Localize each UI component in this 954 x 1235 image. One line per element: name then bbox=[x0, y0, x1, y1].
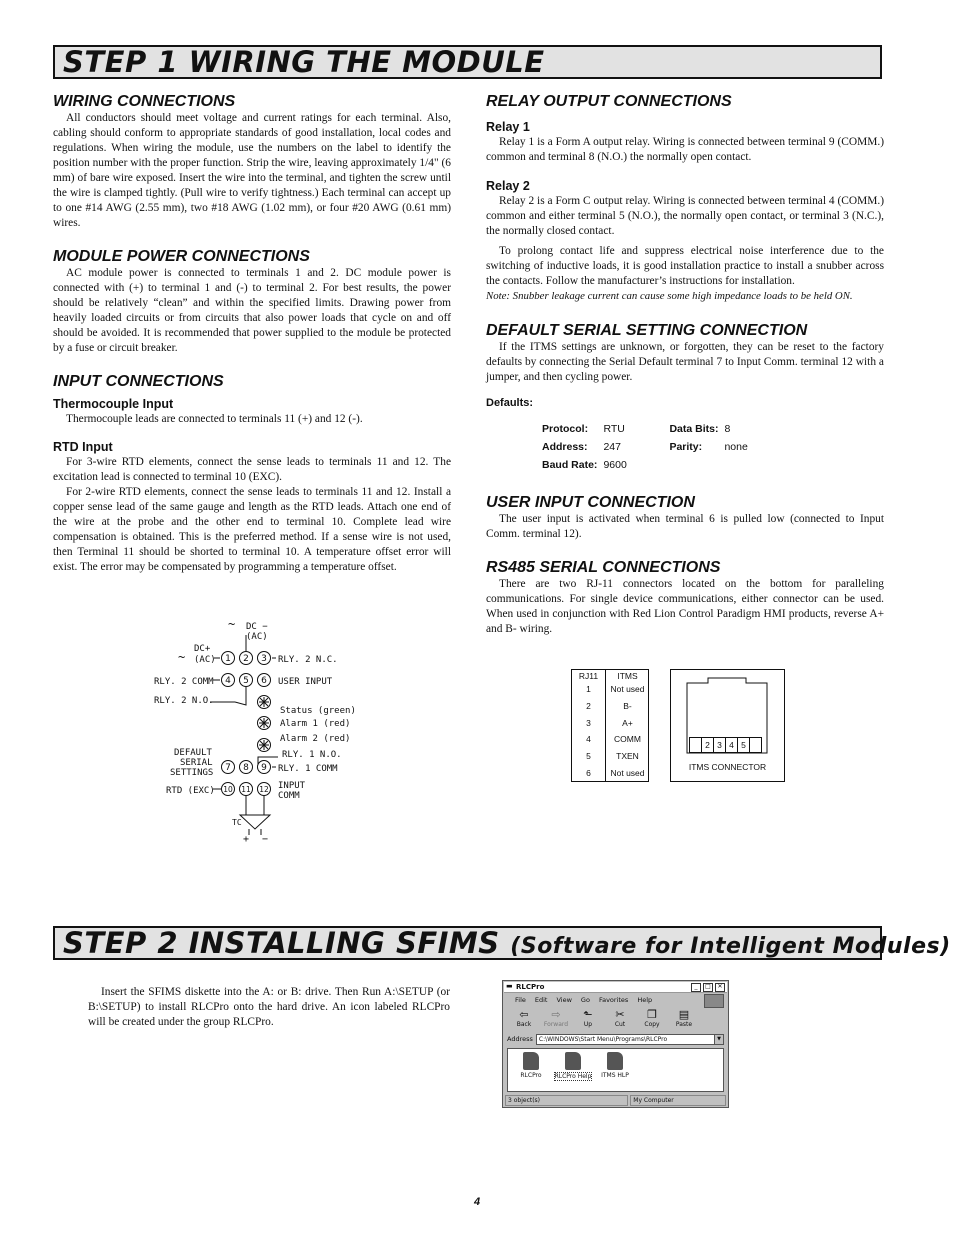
maximize-icon[interactable]: □ bbox=[703, 983, 713, 992]
parity-value: none bbox=[724, 441, 748, 453]
protocol-key: Protocol: bbox=[542, 423, 589, 435]
defaults-label: Defaults: bbox=[486, 397, 534, 409]
step2-main-title: STEP 2 INSTALLING SFIMS bbox=[63, 926, 500, 960]
menu-item-file[interactable]: File bbox=[515, 996, 526, 1004]
connector-pin: 5 bbox=[738, 738, 750, 752]
toolbar-label: Up bbox=[583, 1021, 593, 1028]
status-led-label: Status (green) bbox=[280, 706, 356, 716]
pin-function: Not used bbox=[610, 684, 645, 694]
step2-banner bbox=[53, 926, 951, 960]
connector-label: ITMS CONNECTOR bbox=[688, 762, 767, 772]
rly1-no-label: RLY. 1 N.O. bbox=[282, 750, 342, 760]
windows-logo-icon bbox=[704, 994, 724, 1008]
default-label-1: DEFAULT bbox=[174, 748, 212, 758]
pin-function: A+ bbox=[622, 717, 633, 728]
terminal-num-3: 3 bbox=[261, 654, 267, 664]
user-input-label: USER INPUT bbox=[278, 677, 333, 687]
default-label-3: SETTINGS bbox=[170, 768, 214, 778]
ac-tilde-icon: ~ bbox=[228, 617, 236, 631]
rly2-comm-label: RLY. 2 COMM bbox=[154, 677, 214, 687]
menu-item-go[interactable]: Go bbox=[580, 996, 590, 1004]
toolbar-copy-button[interactable] bbox=[639, 1009, 665, 1031]
window-titlebar bbox=[504, 982, 727, 993]
input-label: INPUT bbox=[278, 781, 306, 791]
toolbar-cut-button[interactable] bbox=[607, 1009, 633, 1031]
menu-bar bbox=[515, 996, 652, 1006]
toolbar bbox=[511, 1009, 697, 1031]
file-icon-label: RLCPro Help bbox=[554, 1073, 592, 1080]
terminal-num-7: 7 bbox=[225, 763, 231, 773]
ac-tilde-icon: ~ bbox=[178, 650, 186, 664]
power-text: AC module power is connected to terminals 1 and 2. DC module power is connected with (+) to terminal 1 and (-) to terminal 2. For best results, the power should be relatively “clean” and within the specified limits. Drawing power from heavily loaded circuits or from circuits that also power loads that cycle on and off should be avoided. It is recommended that power supplied to the module be protected by a fuse or circuit breaker. bbox=[53, 267, 451, 354]
snubber-note: Note: Snubber leakage current can cause some high impedance loads to be held ON. bbox=[486, 290, 853, 302]
alarm1-led-label: Alarm 1 (red) bbox=[280, 719, 351, 729]
step2-title bbox=[63, 926, 951, 960]
explorer-window bbox=[502, 980, 729, 1108]
rly2-nc-label: RLY. 2 N.C. bbox=[278, 655, 338, 665]
copy-icon: ❐ bbox=[647, 1008, 657, 1021]
wiring-text: All conductors should meet voltage and current ratings for each terminal. Also, cabling should conform to appropriate standards of good installation, local codes and regulations. When wiring the module, use the numbers on the label to identify the position number with the proper function. Strip the wire, leaving approximately 1/4" (6 mm) of bare wire exposed. Insert the wire into the terminal, and tighten the screw until the wire is clamped tightly. (Pull wire to verify tightness.) Each terminal can accept up to one #14 AWG (2.55 mm), two #18 AWG (1.02 mm), or four #20 AWG (0.61 mm) wires. bbox=[53, 112, 451, 229]
parity-key: Parity: bbox=[669, 441, 703, 453]
ac-label-2: (AC) bbox=[194, 655, 216, 665]
minimize-icon[interactable]: _ bbox=[691, 983, 701, 992]
relay2-text: Relay 2 is a Form C output relay. Wiring is connected between terminal 4 (COMM.) common and either terminal 5 (N.O.), the normally open contact, or terminal 3 (N.C.), the normally closed contact. bbox=[486, 195, 884, 237]
pin-number: 4 bbox=[586, 734, 591, 745]
rj11-pin-table bbox=[571, 669, 649, 782]
pin-table-header-rj11: RJ11 bbox=[578, 671, 599, 681]
toolbar-label: Forward bbox=[543, 1021, 569, 1028]
step2-text: Insert the SFIMS diskette into the A: or B: drive. Then Run A:\SETUP (or B:\SETUP) to install RLCPro onto the hard drive. An icon labeled RLCPro will be created under the group RLCPro. bbox=[88, 986, 450, 1028]
folder-icon: ▬ bbox=[506, 982, 513, 990]
relay-heading: RELAY OUTPUT CONNECTIONS bbox=[486, 93, 732, 110]
input-heading: INPUT CONNECTIONS bbox=[53, 373, 224, 390]
right-column bbox=[486, 93, 884, 637]
status-bar bbox=[505, 1095, 726, 1106]
toolbar-label: Copy bbox=[644, 1021, 660, 1028]
application-icon bbox=[523, 1052, 539, 1070]
ac-label-1: (AC) bbox=[246, 632, 268, 642]
terminal-num-1: 1 bbox=[225, 654, 231, 664]
default-text: If the ITMS settings are unknown, or forgotten, they can be reset to the factory defaults by connecting the Serial Default terminal 7 to Input Comm. terminal 12 with a jumper, and then cycling power. bbox=[486, 341, 884, 383]
pin-number: 3 bbox=[586, 717, 591, 728]
paste-icon: ▤ bbox=[678, 1008, 690, 1021]
close-icon[interactable]: ✕ bbox=[715, 983, 725, 992]
status-right: My Computer bbox=[630, 1095, 726, 1106]
file-view bbox=[507, 1048, 724, 1092]
toolbar-forward-button[interactable] bbox=[543, 1009, 569, 1031]
connector-pin-empty bbox=[750, 738, 761, 752]
menu-item-help[interactable]: Help bbox=[637, 996, 653, 1004]
window-title: RLCPro bbox=[516, 983, 545, 991]
pin-table-header-itms: ITMS bbox=[617, 671, 638, 681]
help-book-icon bbox=[607, 1052, 623, 1070]
pin-function: Not used bbox=[610, 768, 645, 778]
step2-subtitle: (Software for Intelligent Modules) bbox=[510, 934, 951, 959]
dc-plus-label: DC+ bbox=[194, 644, 211, 654]
databits-key: Data Bits: bbox=[669, 423, 719, 435]
terminal-num-5: 5 bbox=[243, 676, 249, 686]
address-label: Address bbox=[507, 1035, 533, 1043]
terminal-num-8: 8 bbox=[243, 763, 249, 773]
forward-arrow-icon: ⇨ bbox=[551, 1008, 561, 1021]
tc-label: TC bbox=[232, 818, 242, 827]
cut-icon: ✂ bbox=[615, 1008, 625, 1021]
toolbar-back-button[interactable] bbox=[511, 1009, 537, 1031]
default-label-2: SERIAL bbox=[180, 758, 213, 768]
relay2-heading: Relay 2 bbox=[486, 179, 530, 193]
dc-minus-label: DC − bbox=[246, 622, 268, 632]
terminal-num-4: 4 bbox=[225, 676, 231, 686]
baud-value: 9600 bbox=[603, 459, 627, 471]
comm-label: COMM bbox=[278, 791, 300, 801]
connector-pin: 4 bbox=[726, 738, 738, 752]
file-icon-label: ITMS HLP bbox=[601, 1072, 629, 1079]
chevron-down-icon[interactable]: ▼ bbox=[714, 1035, 723, 1044]
connector-pin-empty bbox=[690, 738, 702, 752]
snubber-text: To prolong contact life and suppress electrical noise interference due to the switching of inductive loads, it is good installation practice to install a snubber across the contacts. Follow the manufacturer’s instructions for installation. bbox=[486, 245, 884, 287]
relay1-text: Relay 1 is a Form A output relay. Wiring is connected between terminal 9 (COMM.) common and terminal 8 (N.O.) the normally open contact. bbox=[486, 136, 884, 163]
connector-pin: 3 bbox=[714, 738, 726, 752]
pin-number: 6 bbox=[586, 768, 591, 778]
pin-function: B- bbox=[623, 700, 632, 711]
baud-key: Baud Rate: bbox=[542, 459, 598, 471]
up-folder-icon: ⬑ bbox=[583, 1008, 593, 1021]
menu-item-view[interactable]: View bbox=[556, 996, 572, 1004]
toolbar-up-button[interactable] bbox=[575, 1009, 601, 1031]
terminal-num-10: 10 bbox=[223, 785, 233, 794]
pin-number: 2 bbox=[586, 700, 591, 711]
rs485-text: There are two RJ-11 connectors located on the bottom for paralleling communications. For single device communications, either connector can be used. When used in conjunction with Red Lion Control Paradigm HMI products, reverse A+ and B- wiring. bbox=[486, 578, 884, 635]
file-icon-item[interactable] bbox=[598, 1052, 632, 1088]
databits-value: 8 bbox=[724, 423, 731, 435]
tc-text: Thermocouple leads are connected to terminals 11 (+) and 12 (-). bbox=[66, 413, 363, 425]
file-icon-item[interactable] bbox=[514, 1052, 548, 1088]
address-key: Address: bbox=[542, 441, 588, 453]
power-heading: MODULE POWER CONNECTIONS bbox=[53, 248, 310, 265]
toolbar-label: Cut bbox=[614, 1021, 626, 1028]
toolbar-label: Paste bbox=[675, 1021, 693, 1028]
terminal-num-12: 12 bbox=[259, 785, 269, 794]
terminal-num-2: 2 bbox=[243, 654, 249, 664]
step1-title: STEP 1 WIRING THE MODULE bbox=[63, 45, 545, 79]
terminal-num-9: 9 bbox=[261, 763, 267, 773]
tc-plus-label: + bbox=[243, 834, 250, 845]
menu-item-edit[interactable]: Edit bbox=[534, 996, 548, 1004]
terminal-num-6: 6 bbox=[261, 676, 267, 686]
rtd-exc-label: RTD (EXC) bbox=[166, 786, 215, 796]
terminal-wiring-diagram bbox=[150, 615, 360, 845]
file-icon-item[interactable] bbox=[556, 1052, 590, 1088]
pin-function: COMM bbox=[614, 734, 641, 745]
back-arrow-icon: ⇦ bbox=[519, 1008, 529, 1021]
menu-item-favorites[interactable]: Favorites bbox=[598, 996, 629, 1004]
rs485-heading: RS485 SERIAL CONNECTIONS bbox=[486, 559, 721, 576]
left-column bbox=[53, 93, 451, 575]
pin-number: 5 bbox=[586, 751, 591, 762]
step1-banner bbox=[53, 45, 882, 79]
pin-number: 1 bbox=[586, 684, 591, 694]
rly2-no-label: RLY. 2 N.O. bbox=[154, 696, 214, 706]
address-value: C:\WINDOWS\Start Menu\Programs\RLCPro bbox=[538, 1035, 668, 1043]
page-number: 4 bbox=[473, 1196, 481, 1208]
pin-function: TXEN bbox=[616, 751, 639, 762]
tc-minus-label: − bbox=[262, 834, 269, 845]
terminal-num-11: 11 bbox=[241, 785, 251, 794]
address-input[interactable] bbox=[536, 1034, 724, 1045]
connector-pin-row bbox=[689, 737, 762, 753]
relay1-heading: Relay 1 bbox=[486, 120, 530, 134]
address-bar bbox=[507, 1033, 724, 1045]
toolbar-paste-button[interactable] bbox=[671, 1009, 697, 1031]
protocol-value: RTU bbox=[603, 423, 625, 435]
defaults-table bbox=[542, 421, 754, 475]
toolbar-label: Back bbox=[516, 1021, 532, 1028]
help-book-icon bbox=[565, 1052, 581, 1070]
connector-pin: 2 bbox=[702, 738, 714, 752]
tc-heading: Thermocouple Input bbox=[53, 397, 174, 411]
itms-connector-diagram bbox=[670, 669, 785, 782]
rtd-text-2: For 2-wire RTD elements, connect the sense leads to terminals 11 and 12. Install a copper sense lead of the same gauge and length as the RTD leads. Attach one end of the wire at the probe and the other end to terminal 10. Complete lead wire compensation is obtained. This is the preferred method. If a sense wire is not used, then Terminal 11 should be shorted to terminal 10. A temperature offset error will exist. The error may be compensated by programming a temperature offset. bbox=[53, 486, 451, 573]
rtd-heading: RTD Input bbox=[53, 440, 113, 454]
address-value: 247 bbox=[603, 441, 621, 453]
status-left: 3 object(s) bbox=[505, 1095, 628, 1106]
rly1-comm-label: RLY. 1 COMM bbox=[278, 764, 338, 774]
user-text: The user input is activated when terminal 6 is pulled low (connected to Input Comm. terminal 12). bbox=[486, 513, 884, 540]
step2-text-block bbox=[88, 985, 450, 1030]
file-icon-label: RLCPro bbox=[520, 1072, 542, 1079]
rtd-text-1: For 3-wire RTD elements, connect the sense leads to terminals 11 and 12. The excitation lead is connected to terminal 10 (EXC). bbox=[53, 456, 451, 483]
wiring-heading: WIRING CONNECTIONS bbox=[53, 93, 236, 110]
user-heading: USER INPUT CONNECTION bbox=[486, 494, 695, 511]
default-heading: DEFAULT SERIAL SETTING CONNECTION bbox=[486, 322, 808, 339]
alarm2-led-label: Alarm 2 (red) bbox=[280, 734, 351, 744]
